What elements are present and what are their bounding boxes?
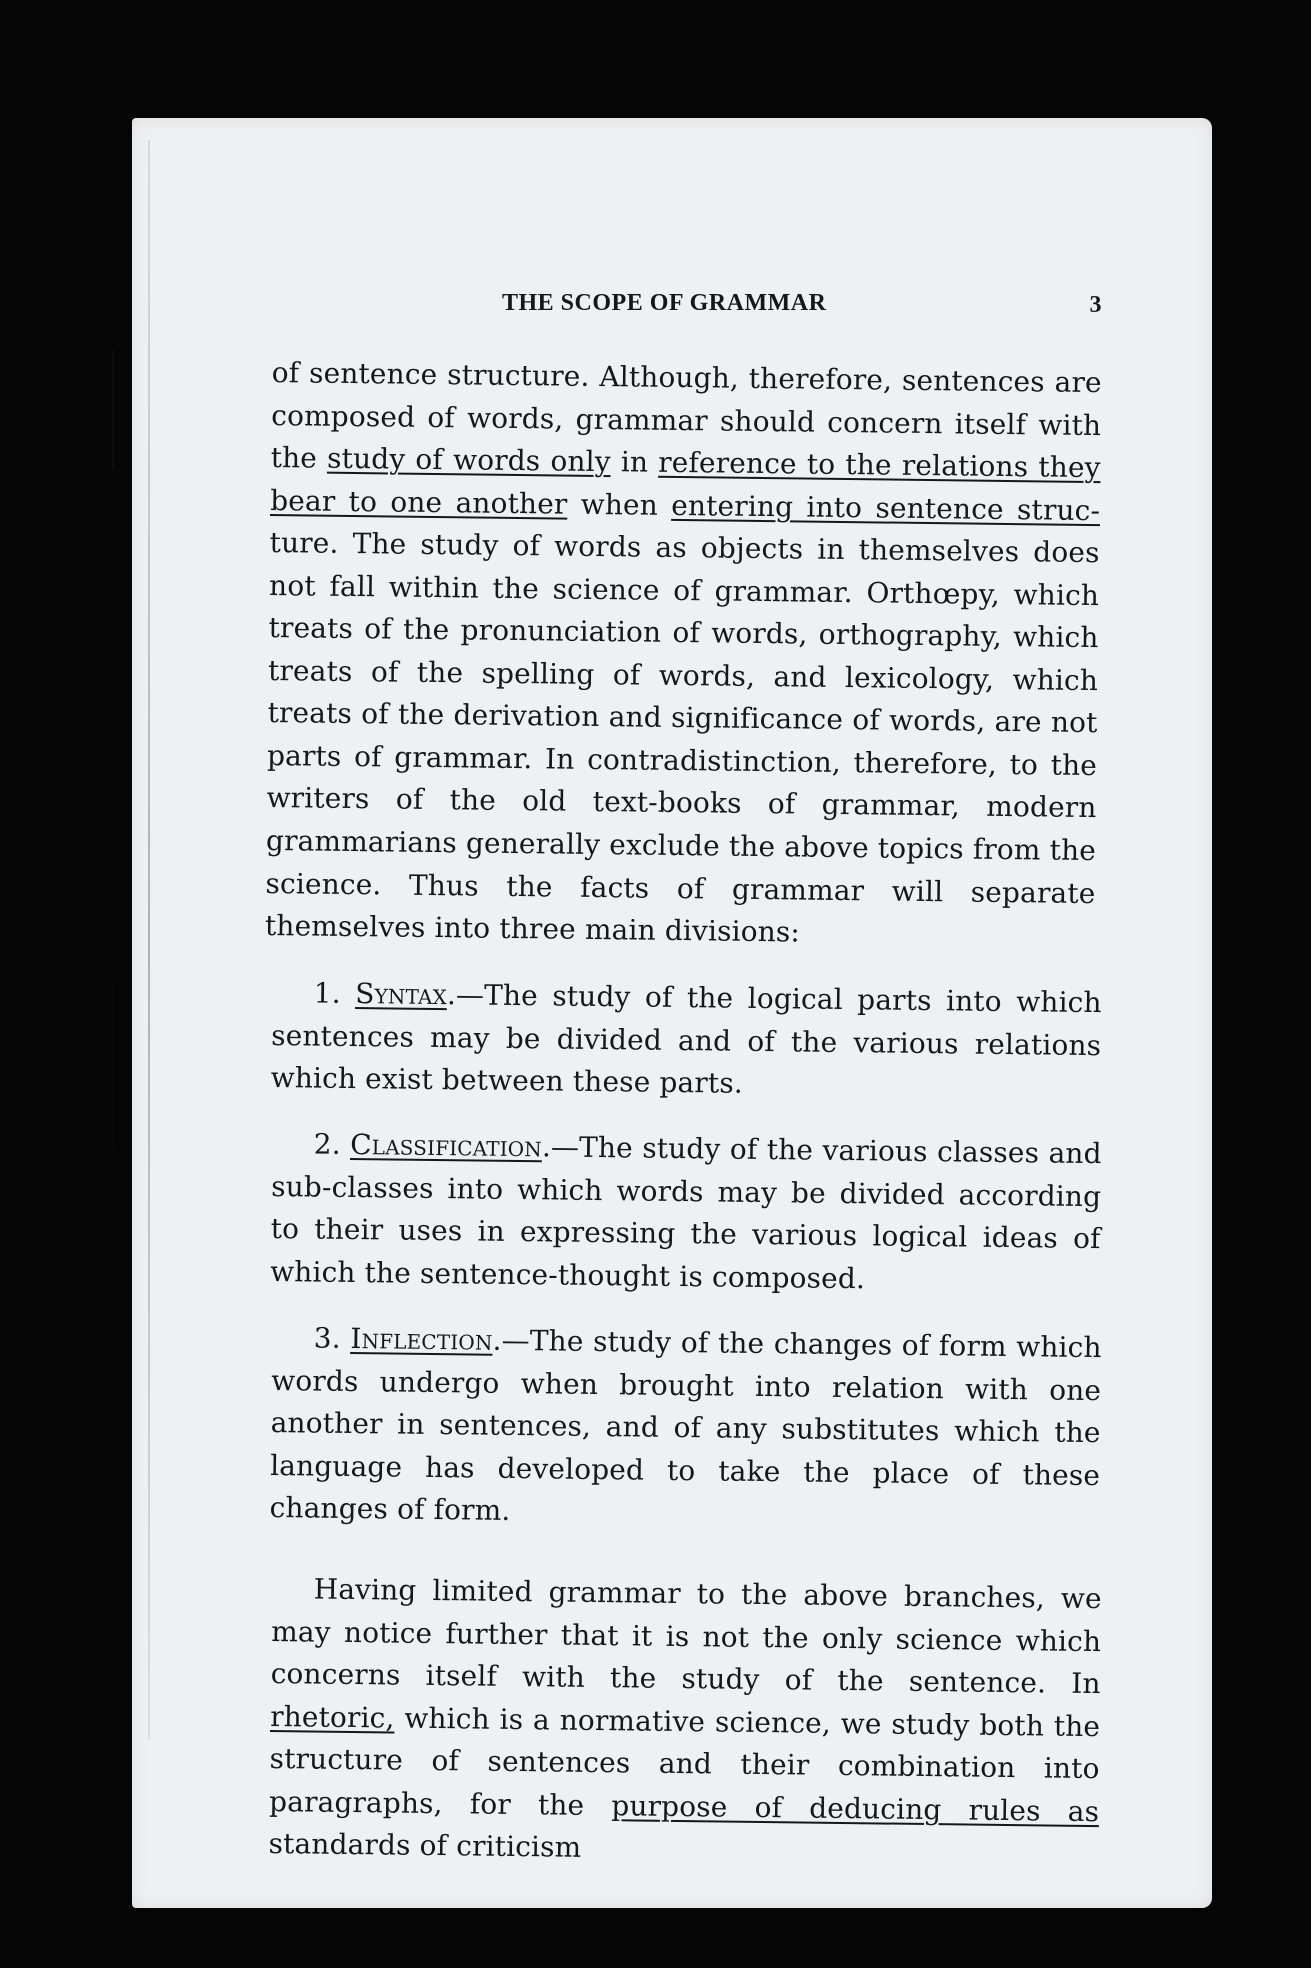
paragraph-text: of sentence structure. Although, therefore, sentences are composed of words, grammar should concern itself with the: [270, 355, 1102, 475]
paragraph-text: standards of criticism: [268, 1827, 582, 1865]
closing-paragraph: [268, 1568, 1102, 1876]
book-text-content: [264, 290, 1102, 1866]
paragraph-text: when: [567, 487, 672, 522]
division-number: 1.: [313, 976, 341, 1010]
division-classification: [270, 1123, 1102, 1303]
division-syntax: [270, 972, 1101, 1110]
header-title: THE SCOPE OF GRAMMAR: [502, 290, 827, 316]
paragraph-text: Having limited grammar to the above branches, we may notice further that it is not the only science which concerns itself with the study of the sentence. In: [270, 1572, 1102, 1701]
running-header: [272, 290, 1102, 334]
left-margin-shadow: [112, 980, 114, 1150]
paragraph-text: which is a normative science, we study both the structure of sentences and their combination into paragraphs, for the: [268, 1701, 1101, 1823]
division-term: Inflection: [350, 1322, 493, 1358]
division-number: 2.: [313, 1127, 341, 1162]
division-description: .—The study of the changes of form which words undergo when brought into relation with one another in sentences, and of any substitutes which the language has developed to take the place of these changes of form.: [269, 1324, 1102, 1528]
division-term: Syntax: [355, 976, 448, 1011]
division-description: .—The study of the various classes and sub-classes into which words may be divided according to their uses in expressing the various logical ideas of which the sentence-thought is composed.: [269, 1130, 1102, 1296]
division-term: Classification: [349, 1128, 543, 1164]
page-number: 3: [1089, 292, 1102, 318]
opening-paragraph: [265, 352, 1102, 958]
underlined-phrase: entering into sentence struc-: [671, 488, 1101, 527]
paragraph-text: ture. The study of words as objects in themselves does not fall within the science of grammar. Orthœpy, which treats of the pronunciation of words, orthography, which treats of the spelling of words, and lexicology, which treats of the derivation and significance of words, are not parts of grammar. In contradistinction, therefore, to the writers of the old text-books of grammar, modern grammarians generally exclude the above topics from the science. Thus the facts of grammar will separate themselves into three main divisions:: [264, 526, 1100, 949]
underlined-phrase: purpose of deducing rules as: [611, 1789, 1100, 1829]
paragraph-text: in: [610, 445, 659, 479]
page-gutter-line: [148, 140, 150, 1740]
underlined-phrase: rhetoric,: [269, 1699, 395, 1735]
left-margin-shadow: [112, 350, 114, 470]
underlined-phrase: reference to the relations they bear to one another: [269, 445, 1101, 521]
division-number: 3.: [313, 1321, 341, 1356]
underlined-phrase: study of words only: [326, 441, 611, 479]
division-description: .—The study of the logical parts into which sentences may be divided and of the various relations which exist between these parts.: [270, 977, 1102, 1100]
division-inflection: [269, 1317, 1102, 1540]
